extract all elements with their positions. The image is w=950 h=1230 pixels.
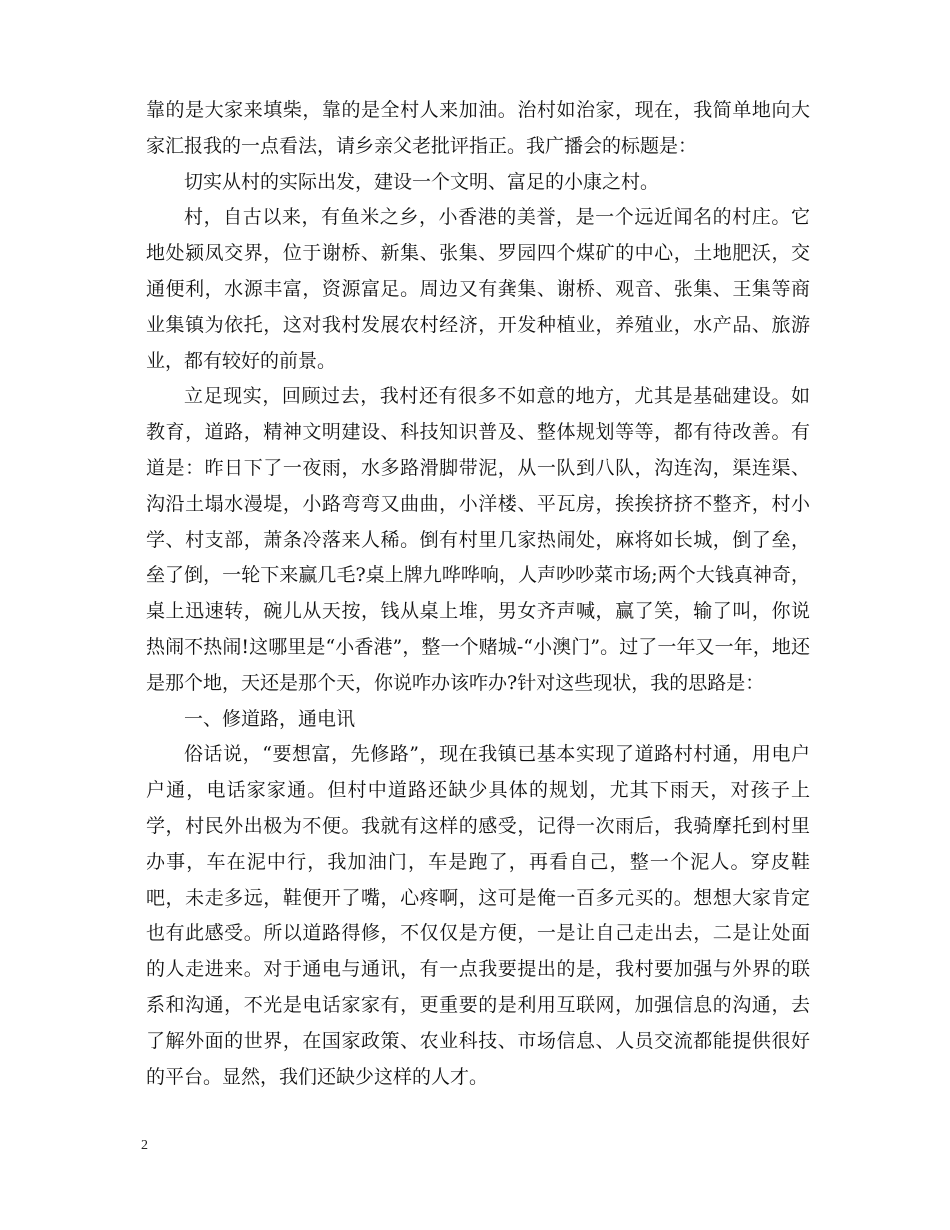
page-number: 2	[141, 1138, 148, 1153]
paragraph-heading-title: 切实从村的实际出发，建设一个文明、富足的小康之村。	[184, 170, 660, 193]
paragraph: 立足现实，回顾过去，我村还有很多不如意的地方，尤其是基础建设。如教育，道路，精神文明建设、科技知识普及、整体规划等等，都有待改善。有道是：昨日下了一夜雨，水多路滑脚带泥，从一队到八队，沟连沟，渠连渠、沟沿土塌水漫堤，小路弯弯又曲曲，小洋楼、平瓦房，挨挨挤挤不整齐，村小学、村支部，萧条冷落来人稀。倒有村里几家热闹处，麻将如长城，倒了垒，垒了倒，一轮下来赢几毛?桌上牌九哗哗响，人声吵吵菜市场;两个大钱真神奇，桌上迅速转，碗儿从天按，钱从桌上堆，男女齐声喊，赢了笑，输了叫，你说热闹不热闹!这哪里是“小香港”，整一个赌城-“小澳门”。过了一年又一年，地还是那个地，天还是那个天，你说咋办该咋办?针对这些现状，我的思路是：	[146, 385, 810, 694]
paragraph: 靠的是大家来填柴，靠的是全村人来加油。治村如治家，现在，我简单地向大家汇报我的一点看法，请乡亲父老批评指正。我广播会的标题是：	[146, 99, 810, 157]
paragraph: 俗话说，“要想富，先修路”，现在我镇已基本实现了道路村村通，用电户户通，电话家家通。但村中道路还缺少具体的规划，尤其下雨天，对孩子上学，村民外出极为不便。我就有这样的感受，记得一次雨后，我骑摩托到村里办事，车在泥中行，我加油门，车是跑了，再看自己，整一个泥人。穿皮鞋吧，未走多远，鞋便开了嘴，心疼啊，这可是俺一百多元买的。想想大家肯定也有此感受。所以道路得修，不仅仅是方便，一是让自己走出去，二是让处面的人走进来。对于通电与通讯，有一点我要提出的是，我村要加强与外界的联系和沟通，不光是电话家家有，更重要的是利用互联网，加强信息的沟通，去了解外面的世界，在国家政策、农业科技、市场信息、人员交流都能提供很好的平台。显然，我们还缺少这样的人才。	[146, 743, 810, 1088]
paragraph: 村，自古以来，有鱼米之乡，小香港的美誉，是一个远近闻名的村庄。它地处颍凤交界，位于谢桥、新集、张集、罗园四个煤矿的中心，土地肥沃，交通便利，水源丰富，资源富足。周边又有龚集、谢桥、观音、张集、王集等商业集镇为依托，这对我村发展农村经济，开发种植业，养殖业，水产品、旅游业，都有较好的前景。	[146, 206, 810, 372]
document-body	[146, 93, 810, 1095]
section-heading: 一、修道路，通电讯	[184, 707, 356, 730]
